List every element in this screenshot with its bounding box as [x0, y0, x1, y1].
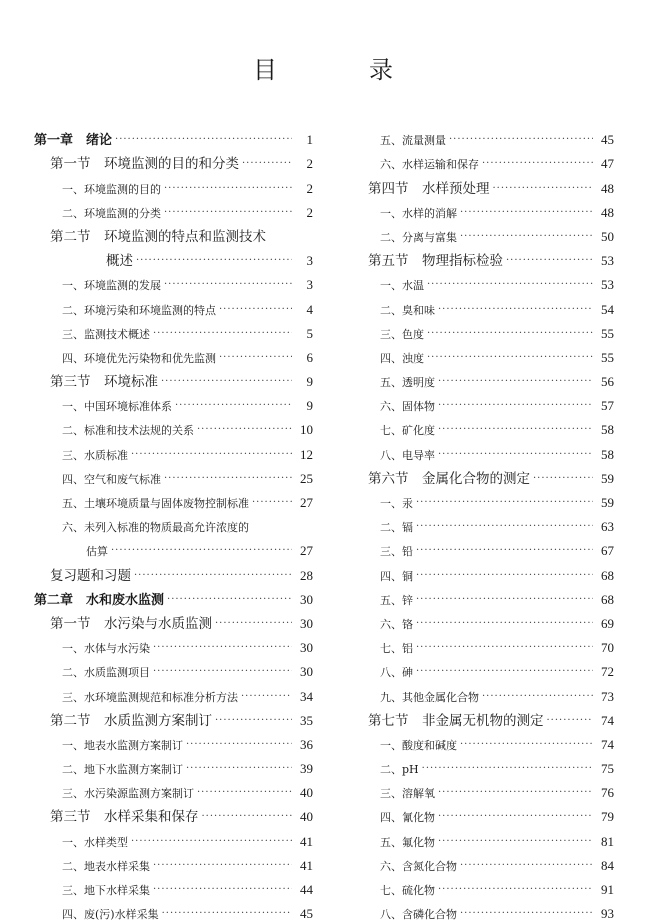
toc-page-number: 27: [300, 543, 313, 559]
toc-entry-item[interactable]: [352, 559, 614, 583]
toc-entry-label: 六、铬: [380, 617, 413, 631]
dot-leader: [175, 398, 292, 414]
dot-leader: [153, 326, 292, 342]
toc-page-number: 1: [306, 132, 313, 148]
toc-page-number: 58: [601, 422, 614, 438]
toc-entry-label: 第三节 水样采集和保存: [50, 809, 199, 826]
dot-leader: [438, 422, 593, 438]
dot-leader: [438, 447, 593, 463]
toc-page-number: 40: [300, 809, 313, 825]
toc-entry-item[interactable]: [352, 438, 614, 462]
toc-page-number: 54: [601, 301, 614, 317]
toc-entry-label: 第二章 水和废水监测: [34, 592, 165, 608]
toc-entry-label: 四、废(污)水样采集: [62, 908, 159, 922]
toc-entry-label: 五、透明度: [380, 376, 435, 390]
toc-page-number: 48: [601, 180, 614, 196]
toc-entry-item[interactable]: [34, 318, 313, 342]
toc-entry-section[interactable]: [34, 608, 313, 632]
toc-page-number: 39: [300, 761, 313, 777]
toc-entry-section[interactable]: [352, 463, 614, 487]
dot-leader: [242, 156, 292, 172]
toc-entry-label: 二、分离与富集: [380, 230, 457, 244]
toc-entry-label: 估算: [86, 545, 108, 559]
toc-entry-label: 六、水样运输和保存: [380, 158, 479, 172]
dot-leader: [134, 568, 292, 584]
toc-entry-label: 一、水样的消解: [380, 206, 457, 220]
toc-entry-label: 一、地表水监测方案制订: [62, 738, 183, 752]
toc-entry-item[interactable]: [34, 680, 313, 704]
toc-entry-label: 六、含氮化合物: [380, 859, 457, 873]
toc-entry-label: 八、砷: [380, 666, 413, 680]
toc-entry-item[interactable]: [352, 414, 614, 438]
toc-entry-label: 概述: [106, 253, 133, 270]
dot-leader: [460, 737, 593, 753]
toc-entry-label: 二、pH: [380, 763, 419, 777]
dot-leader: [153, 858, 292, 874]
toc-entry-label: 二、标准和技术法规的关系: [62, 424, 194, 438]
toc-page-number: 3: [306, 253, 313, 269]
toc-entry-label: 七、铝: [380, 642, 413, 656]
toc-entry-chapter[interactable]: [34, 124, 313, 148]
toc-entry-label: 第四节 水样预处理: [368, 180, 490, 197]
toc-page-number: 47: [601, 156, 614, 172]
toc-entry-label: 第一节 环境监测的目的和分类: [50, 156, 239, 173]
toc-entry-section[interactable]: [34, 221, 313, 245]
toc-entry-review[interactable]: [34, 559, 313, 583]
toc-page-number: 9: [306, 374, 313, 390]
toc-entry-label: 第一章 绪论: [34, 133, 113, 149]
toc-page-number: 69: [601, 615, 614, 631]
toc-entry-label: 第五节 物理指标检验: [368, 253, 503, 270]
dot-leader: [197, 785, 292, 801]
toc-page-number: 76: [601, 785, 614, 801]
toc-entry-label: 五、锌: [380, 593, 413, 607]
dot-leader: [202, 809, 293, 825]
toc-page-number: 84: [601, 857, 614, 873]
dot-leader: [449, 132, 593, 148]
toc-page-number: 4: [306, 301, 313, 317]
toc-entry-label: 四、铜: [380, 569, 413, 583]
toc-entry-item[interactable]: [34, 511, 313, 535]
toc-page-number: 57: [601, 398, 614, 414]
dot-leader: [438, 302, 593, 318]
toc-entry-item[interactable]: [352, 342, 614, 366]
toc-entry-item[interactable]: [352, 197, 614, 221]
toc-entry-item[interactable]: [34, 197, 313, 221]
toc-page-number: 35: [300, 712, 313, 728]
toc-page-number: 30: [300, 591, 313, 607]
dot-leader: [416, 616, 593, 632]
dot-leader: [161, 374, 292, 390]
dot-leader: [153, 882, 292, 898]
toc-entry-item[interactable]: [352, 269, 614, 293]
toc-entry-section[interactable]: [34, 148, 313, 172]
toc-entry-item[interactable]: [352, 680, 614, 704]
dot-leader: [164, 471, 292, 487]
dot-leader: [547, 713, 594, 729]
toc-entry-item[interactable]: [352, 801, 614, 825]
dot-leader: [153, 664, 292, 680]
toc-entry-label: 二、环境监测的分类: [62, 206, 161, 220]
dot-leader: [416, 664, 593, 680]
toc-entry-item[interactable]: [352, 148, 614, 172]
toc-entry-label: 七、矿化度: [380, 424, 435, 438]
toc-page-number: 74: [601, 736, 614, 752]
dot-leader: [438, 374, 593, 390]
toc-page-number: 30: [300, 640, 313, 656]
dot-leader: [416, 640, 593, 656]
toc-page-number: 56: [601, 374, 614, 390]
toc-entry-label: 二、地下水监测方案制订: [62, 763, 183, 777]
toc-entry-label: 六、未列入标准的物质最高允许浓度的: [62, 521, 249, 535]
toc-page-number: 91: [601, 882, 614, 897]
dot-leader: [482, 156, 593, 172]
toc-entry-label: 九、其他金属化合物: [380, 690, 479, 704]
toc-page-number: 40: [300, 785, 313, 801]
toc-entry-item[interactable]: [352, 850, 614, 874]
toc-entry-item[interactable]: [34, 874, 313, 898]
toc-entry-label: 一、中国环境标准体系: [62, 400, 172, 414]
dot-leader: [438, 809, 593, 825]
toc-entry-label: 四、空气和废气标准: [62, 472, 161, 486]
toc-entry-label: 三、水环境监测规范和标准分析方法: [62, 690, 238, 704]
toc-page-number: 58: [601, 446, 614, 462]
dot-leader: [219, 302, 292, 318]
dot-leader: [493, 181, 594, 197]
toc-page-number: 9: [306, 398, 313, 414]
toc-entry-label: 第三节 环境标准: [50, 374, 158, 391]
toc-entry-item[interactable]: [34, 414, 313, 438]
toc-entry-label: 第二节 水质监测方案制订: [50, 712, 212, 729]
toc-page-number: 75: [601, 761, 614, 777]
toc-entry-label: 八、电导率: [380, 448, 435, 462]
toc-page-number: 48: [601, 204, 614, 220]
toc-entry-item[interactable]: [352, 487, 614, 511]
toc-page-number: 41: [300, 857, 313, 873]
toc-entry-item[interactable]: [352, 898, 614, 922]
toc-entry-label: 复习题和习题: [50, 567, 131, 584]
dot-leader: [115, 132, 292, 148]
toc-page-number: 55: [601, 325, 614, 341]
toc-entry-label: 四、浊度: [380, 351, 424, 365]
toc-page-number: 34: [300, 688, 313, 704]
dot-leader: [533, 471, 593, 487]
toc-entry-item[interactable]: [34, 438, 313, 462]
dot-leader: [186, 737, 292, 753]
toc-entry-label: 二、地表水样采集: [62, 859, 150, 873]
dot-leader: [153, 640, 292, 656]
toc-page-number: 68: [601, 567, 614, 583]
toc-page-number: 45: [300, 906, 313, 922]
toc-page-number: 6: [306, 349, 313, 365]
dot-leader: [136, 253, 292, 269]
dot-leader: [427, 350, 593, 366]
toc-entry-item[interactable]: [352, 535, 614, 559]
dot-leader: [416, 568, 593, 584]
toc-entry-item[interactable]: [352, 293, 614, 317]
dot-leader: [422, 761, 593, 777]
toc-entry-label: 八、含磷化合物: [380, 908, 457, 922]
toc-entry-item[interactable]: [352, 753, 614, 777]
dot-leader: [416, 519, 593, 535]
toc-entry-item[interactable]: [352, 511, 614, 535]
toc-page-number: 73: [601, 688, 614, 704]
toc-entry-label: 五、土壤环境质量与固体废物控制标准: [62, 497, 249, 510]
toc-page-number: 5: [306, 325, 313, 341]
dot-leader: [416, 592, 593, 608]
dot-leader: [164, 277, 292, 293]
toc-page-number: 2: [306, 180, 313, 196]
toc-entry-label: 五、流量测量: [380, 134, 446, 148]
dot-leader: [252, 495, 292, 511]
toc-entry-label: 五、氟化物: [380, 835, 435, 849]
toc-page-number: 93: [601, 906, 614, 922]
toc-entry-section[interactable]: [352, 172, 614, 196]
dot-leader: [111, 543, 292, 559]
dot-leader: [162, 906, 292, 922]
toc-entry-label: 三、水质标准: [62, 448, 128, 462]
dot-leader: [197, 422, 292, 438]
toc-page-number: 79: [601, 809, 614, 825]
toc-page-number: 70: [601, 640, 614, 656]
dot-leader: [482, 689, 593, 705]
toc-entry-item[interactable]: [352, 124, 614, 148]
toc-entry-label: 三、水污染源监测方案制订: [62, 787, 194, 801]
toc-entry-label: 一、环境监测的目的: [62, 182, 161, 196]
toc-entry-label: 二、臭和味: [380, 303, 435, 317]
toc-entry-item[interactable]: [352, 874, 614, 898]
toc-entry-cont-item[interactable]: [34, 535, 313, 559]
toc-entry-item[interactable]: [34, 850, 313, 874]
dot-leader: [460, 858, 593, 874]
dot-leader: [164, 181, 292, 197]
toc-entry-item[interactable]: [352, 366, 614, 390]
toc-entry-label: 一、水样类型: [62, 835, 128, 849]
toc-entry-label: 一、环境监测的发展: [62, 279, 161, 293]
toc-entry-item[interactable]: [34, 898, 313, 922]
toc-entry-label: 一、水体与水污染: [62, 642, 150, 656]
dot-leader: [438, 785, 593, 801]
toc-entry-item[interactable]: [352, 656, 614, 680]
toc-entry-label: 第七节 非金属无机物的测定: [368, 712, 544, 729]
dot-leader: [219, 350, 292, 366]
toc-page-number: 50: [601, 228, 614, 244]
toc-entry-item[interactable]: [352, 777, 614, 801]
toc-page-number: 2: [306, 156, 313, 172]
page-title: 目 录: [253, 56, 427, 84]
toc-page-number: 30: [300, 615, 313, 631]
toc-entry-item[interactable]: [352, 825, 614, 849]
toc-entry-section[interactable]: [352, 245, 614, 269]
toc-entry-item[interactable]: [352, 318, 614, 342]
toc-entry-item[interactable]: [352, 221, 614, 245]
toc-page-number: 2: [306, 204, 313, 220]
toc-entry-item[interactable]: [34, 390, 313, 414]
toc-page-number: 28: [300, 567, 313, 583]
toc-page-number: 36: [300, 736, 313, 752]
dot-leader: [215, 616, 292, 632]
toc-entry-item[interactable]: [34, 825, 313, 849]
toc-entry-item[interactable]: [34, 342, 313, 366]
toc-entry-label: 三、铅: [380, 545, 413, 559]
toc-page-number: 45: [601, 132, 614, 148]
toc-entry-item[interactable]: [34, 753, 313, 777]
toc-entry-item[interactable]: [352, 390, 614, 414]
dot-leader: [460, 229, 593, 245]
toc-page-number: 59: [601, 495, 614, 510]
toc-page-number: 67: [601, 543, 614, 559]
toc-page-number: 10: [300, 422, 313, 438]
toc-left-column: [34, 124, 313, 922]
toc-entry-item[interactable]: [34, 729, 313, 753]
toc-page-number: 3: [306, 277, 313, 293]
toc-entry-label: 第二节 环境监测的特点和监测技术: [50, 228, 266, 245]
toc-entry-label: 三、色度: [380, 327, 424, 341]
dot-leader: [460, 906, 593, 922]
toc-entry-label: 二、镉: [380, 521, 413, 535]
toc-right-column: [352, 124, 614, 922]
dot-leader: [167, 592, 292, 608]
toc-entry-section[interactable]: [34, 705, 313, 729]
toc-page-number: 63: [601, 519, 614, 535]
toc-entry-item[interactable]: [352, 608, 614, 632]
toc-entry-label: 三、溶解氧: [380, 787, 435, 801]
dot-leader: [506, 253, 593, 269]
toc-entry-item[interactable]: [352, 729, 614, 753]
toc-entry-label: 一、水温: [380, 279, 424, 293]
toc-entry-label: 第一节 水污染与水质监测: [50, 615, 212, 632]
dot-leader: [186, 761, 292, 777]
toc-entry-item[interactable]: [352, 584, 614, 608]
toc-page-number: 68: [601, 591, 614, 607]
toc-page-number: 81: [601, 833, 614, 849]
toc-entry-item[interactable]: [34, 269, 313, 293]
toc-page-number: 74: [601, 712, 614, 728]
dot-leader: [416, 495, 593, 511]
toc-entry-section[interactable]: [352, 705, 614, 729]
toc-page-number: 59: [601, 470, 614, 486]
toc-page-number: 25: [300, 470, 313, 486]
toc-entry-label: 四、环境优先污染物和优先监测: [62, 351, 216, 365]
toc-entry-item[interactable]: [34, 487, 313, 511]
toc-entry-item[interactable]: [34, 777, 313, 801]
toc-page-number: 27: [300, 495, 313, 510]
toc-entry-cont-section[interactable]: [34, 245, 313, 269]
toc-page-number: 12: [300, 446, 313, 462]
toc-entry-label: 一、酸度和碱度: [380, 738, 457, 752]
dot-leader: [438, 398, 593, 414]
toc-page-number: 53: [601, 277, 614, 293]
dot-leader: [164, 205, 292, 221]
toc-entry-section[interactable]: [34, 366, 313, 390]
toc-entry-section[interactable]: [34, 801, 313, 825]
toc-page-number: 30: [300, 664, 313, 680]
toc-entry-label: 六、固体物: [380, 400, 435, 414]
toc-page-number: 41: [300, 833, 313, 849]
toc-page-number: 53: [601, 253, 614, 269]
dot-leader: [241, 689, 292, 705]
toc-entry-item[interactable]: [34, 463, 313, 487]
dot-leader: [131, 834, 292, 850]
toc-page-number: 72: [601, 664, 614, 680]
toc-entry-item[interactable]: [34, 656, 313, 680]
dot-leader: [427, 326, 593, 342]
toc-entry-item[interactable]: [34, 632, 313, 656]
toc-entry-item[interactable]: [34, 293, 313, 317]
toc-entry-label: 二、水质监测项目: [62, 666, 150, 680]
toc-entry-chapter[interactable]: [34, 584, 313, 608]
toc-entry-label: 三、监测技术概述: [62, 327, 150, 341]
dot-leader: [438, 882, 593, 898]
dot-leader: [131, 447, 292, 463]
dot-leader: [438, 834, 593, 850]
toc-entry-item[interactable]: [34, 172, 313, 196]
toc-entry-item[interactable]: [352, 632, 614, 656]
toc-entry-label: 一、汞: [380, 497, 413, 510]
toc-page-number: 55: [601, 349, 614, 365]
dot-leader: [416, 543, 593, 559]
toc-entry-label: 七、硫化物: [380, 884, 435, 897]
toc-page-number: 44: [300, 882, 313, 897]
toc-entry-label: 第六节 金属化合物的测定: [368, 470, 530, 487]
dot-leader: [427, 277, 593, 293]
dot-leader: [460, 205, 593, 221]
dot-leader: [215, 713, 292, 729]
toc-entry-label: 四、氰化物: [380, 811, 435, 825]
toc-entry-label: 二、环境污染和环境监测的特点: [62, 303, 216, 317]
toc-entry-label: 三、地下水样采集: [62, 884, 150, 897]
